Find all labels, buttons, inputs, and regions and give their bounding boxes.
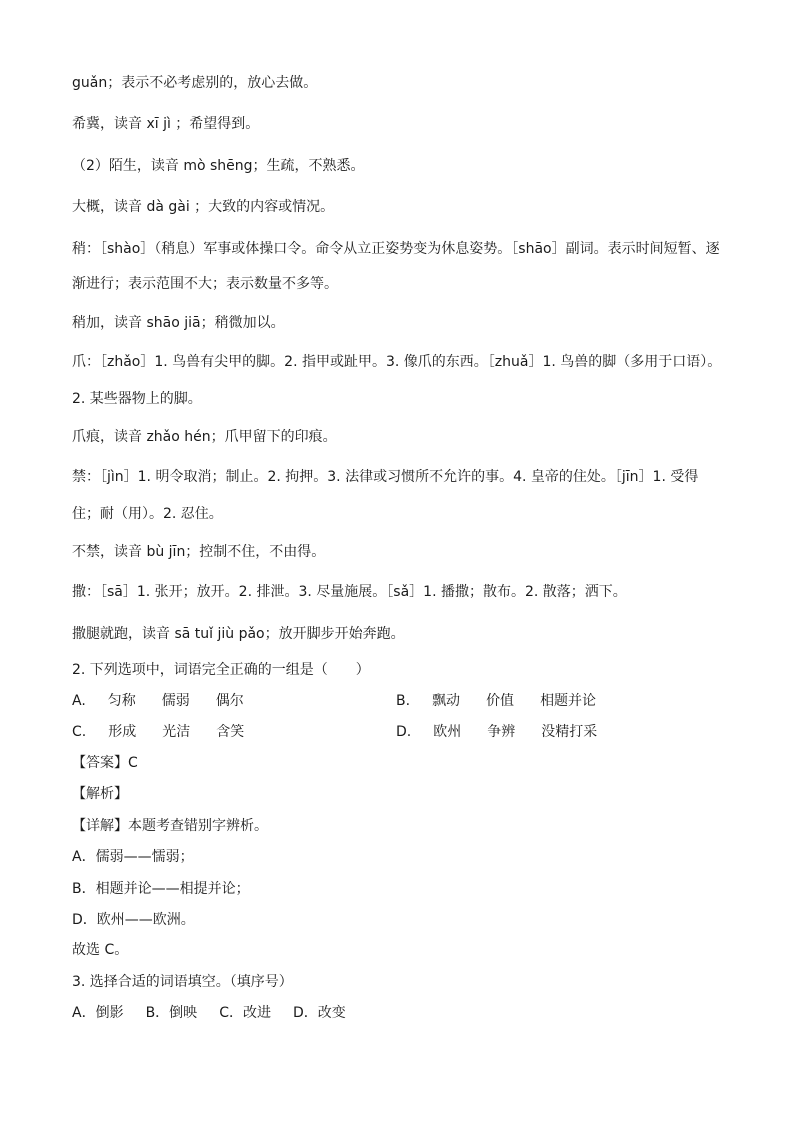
text-line: 2. 某些器物上的脚。: [72, 391, 202, 407]
option-word: 欧州: [433, 724, 462, 740]
option-word: 没精打采: [541, 724, 598, 740]
option-word: 含笑: [216, 724, 245, 740]
option-letter: C.: [72, 724, 87, 740]
text-line: 禁：［jìn］1. 明令取消；制止。2. 拘押。3. 法律或习惯所不允许的事。4. 皇帝的住处。［jīn］1. 受得: [72, 469, 699, 485]
option-word: 相题并论: [540, 693, 597, 709]
text-line: 爪：［zhǎo］1. 鸟兽有尖甲的脚。2. 指甲或趾甲。3. 像爪的东西。［zhuǎ］1. 鸟兽的脚（多用于口语）。: [72, 354, 722, 370]
text-line: guǎn；表示不必考虑别的，放心去做。: [72, 75, 318, 91]
option-letter: A.: [72, 693, 86, 709]
option-word: 形成: [108, 724, 137, 740]
option-d: [396, 723, 597, 741]
question-3-options: [72, 1004, 346, 1022]
option-word: 飘动: [432, 693, 461, 709]
option-word: 争辨: [487, 724, 516, 740]
detail-line: 【详解】本题考查错别字辨析。: [72, 818, 268, 834]
option-item: C．改进: [219, 1005, 271, 1021]
explanation-line: A．儒弱——懦弱；: [72, 849, 194, 865]
text-line: 稍加，读音 shāo jiā；稍微加以。: [72, 315, 285, 331]
option-a: [72, 692, 244, 710]
option-word: 儒弱: [161, 693, 190, 709]
option-item: D．改变: [292, 1005, 346, 1021]
option-item: A．倒影: [72, 1005, 124, 1021]
text-line: 希冀，读音 xī jì ；希望得到。: [72, 116, 260, 132]
option-letter: B.: [396, 693, 411, 709]
option-letter: D.: [396, 724, 412, 740]
option-word: 光洁: [162, 724, 191, 740]
option-item: B．倒映: [145, 1005, 198, 1021]
option-word: 价值: [486, 693, 515, 709]
text-line: 稍：［shào］（稍息）军事或体操口令。命令从立正姿势变为休息姿势。［shāo］副词。表示时间短暂、逐: [72, 241, 720, 257]
text-line: 撒腿就跑，读音 sā tuǐ jiù pǎo；放开脚步开始奔跑。: [72, 626, 405, 642]
option-word: 偶尔: [215, 693, 244, 709]
text-line: 不禁，读音 bù jīn；控制不住，不由得。: [72, 544, 326, 560]
text-line: 大概，读音 dà gài ；大致的内容或情况。: [72, 199, 335, 215]
choose-line: 故选 C。: [72, 942, 129, 958]
text-line: （2）陌生，读音 mò shēng；生疏，不熟悉。: [72, 158, 365, 174]
analysis-label: 【解析】: [72, 786, 128, 802]
question-3-stem: 3. 选择合适的词语填空。（填序号）: [72, 974, 293, 990]
option-b: [396, 692, 596, 710]
option-word: 匀称: [107, 693, 136, 709]
explanation-line: D．欧州——欧洲。: [72, 912, 195, 928]
text-line: 撒：［sā］1. 张开；放开。2. 排泄。3. 尽量施展。［sǎ］1. 播撒；散布。2. 散落；洒下。: [72, 584, 627, 600]
text-line: 住；耐（用）。2. 忍住。: [72, 506, 223, 522]
explanation-line: B．相题并论——相提并论；: [72, 881, 250, 897]
option-c: [72, 723, 244, 741]
answer-line: 【答案】C: [72, 755, 138, 771]
question-2-stem: 2. 下列选项中，词语完全正确的一组是（ ）: [72, 662, 370, 678]
text-line: 渐进行；表示范围不大；表示数量不多等。: [72, 276, 338, 292]
text-line: 爪痕，读音 zhǎo hén；爪甲留下的印痕。: [72, 429, 337, 445]
